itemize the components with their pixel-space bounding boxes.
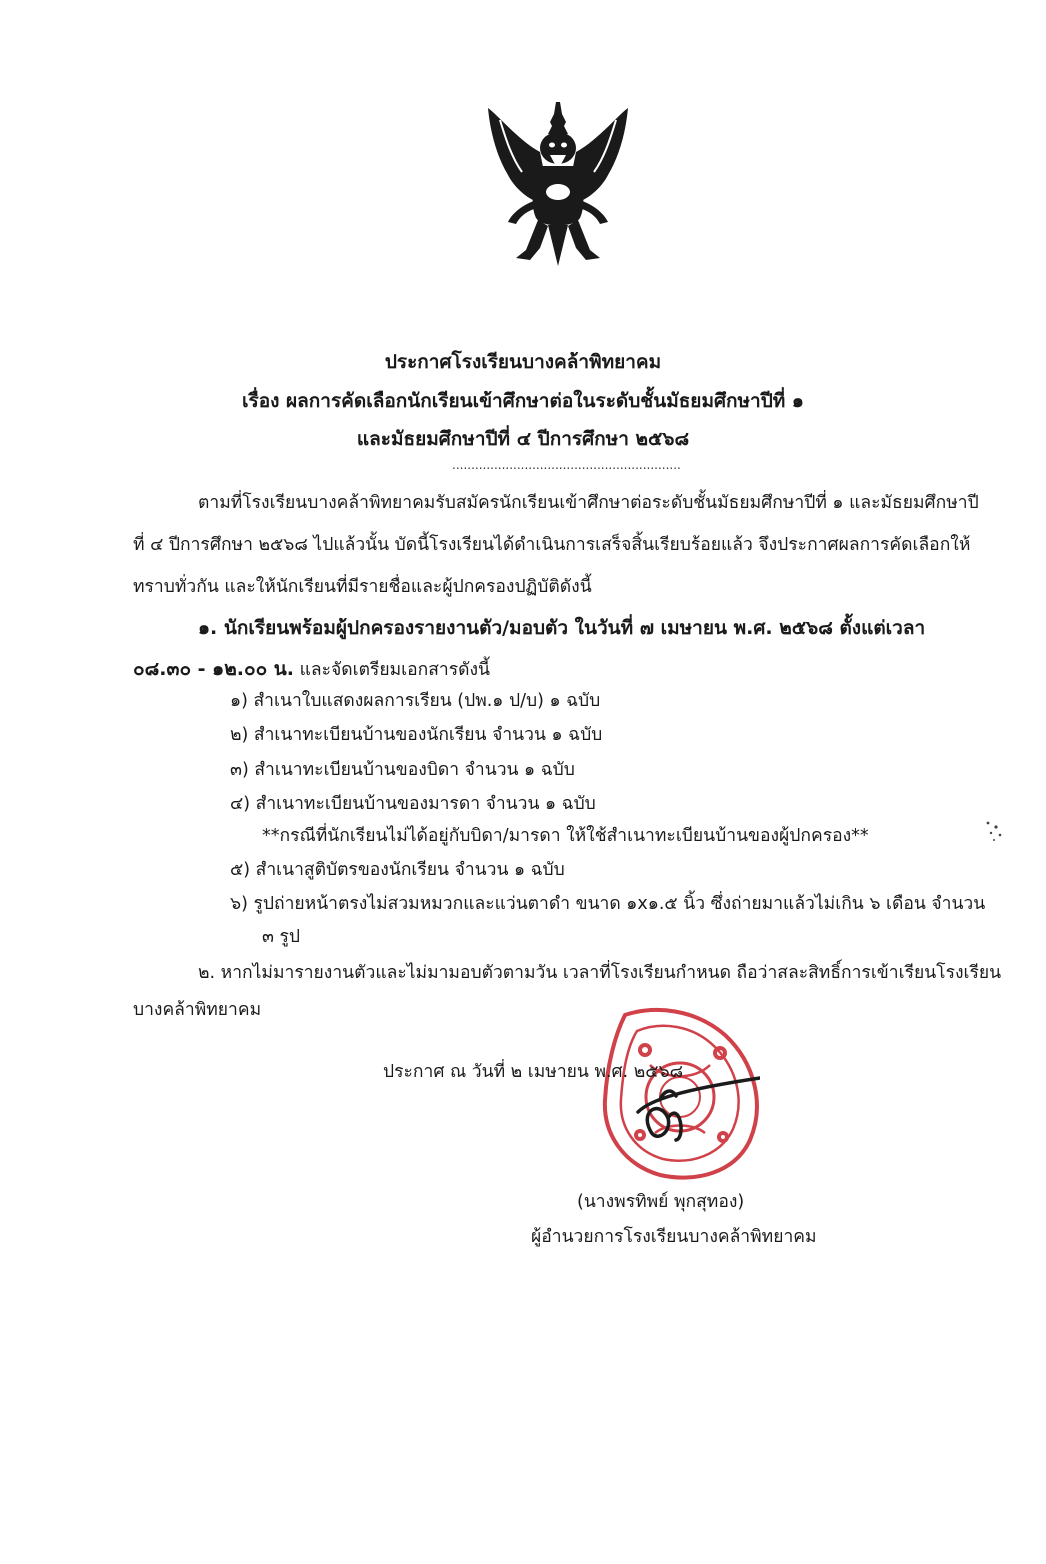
doc-item: ๓) สำเนาทะเบียนบ้านของบิดา จำนวน ๑ ฉบับ bbox=[230, 760, 575, 780]
announcement-title: ประกาศโรงเรียนบางคล้าพิทยาคม bbox=[384, 351, 662, 373]
announcement-subject: เรื่อง ผลการคัดเลือกนักเรียนเข้าศึกษาต่อในระดับชั้นมัธยมศึกษาปีที่ ๑ bbox=[242, 390, 804, 412]
signer-name: (นางพรทิพย์ พุกสุทอง) bbox=[577, 1192, 745, 1212]
doc-item-cont: ๓ รูป bbox=[262, 927, 301, 947]
intro-line-3: ทราบทั่วกัน และให้นักเรียนที่มีรายชื่อและผู้ปกครองปฏิบัติดังนี้ bbox=[133, 577, 592, 597]
item-1-line-2 bbox=[133, 654, 490, 684]
item-2-line-1: ๒. หากไม่มารายงานตัวและไม่มามอบตัวตามวัน เวลาที่โรงเรียนกำหนด ถือว่าสละสิทธิ์การเข้าเรียนโรงเรียน bbox=[198, 963, 1002, 983]
doc-item: ๒) สำเนาทะเบียนบ้านของนักเรียน จำนวน ๑ ฉบับ bbox=[230, 725, 603, 745]
doc-note: **กรณีที่นักเรียนไม่ได้อยู่กับบิดา/มารดา ให้ใช้สำเนาทะเบียนบ้านของผู้ปกครอง** bbox=[262, 826, 869, 846]
item-1-line-1: ๑. นักเรียนพร้อมผู้ปกครองรายงานตัว/มอบตัว ในวันที่ ๗ เมษายน พ.ศ. ๒๕๖๘ ตั้งแต่เวลา bbox=[198, 617, 926, 639]
scan-speck-icon bbox=[982, 815, 1006, 845]
intro-line-2: ที่ ๔ ปีการศึกษา ๒๕๖๘ ไปแล้วนั้น บัดนี้โรงเรียนได้ดำเนินการเสร็จสิ้นเรียบร้อยแล้ว จึงประกาศผลการคัดเลือกให้ bbox=[133, 535, 971, 555]
doc-item: ๖) รูปถ่ายหน้าตรงไม่สวมหมวกและแว่นตาดำ ขนาด ๑x๑.๕ นิ้ว ซึ่งถ่ายมาแล้วไม่เกิน ๖ เดือน จำนวน bbox=[230, 894, 986, 914]
signer-position: ผู้อำนวยการโรงเรียนบางคล้าพิทยาคม bbox=[531, 1227, 817, 1247]
announcement-subject-cont: และมัธยมศึกษาปีที่ ๔ ปีการศึกษา ๒๕๖๘ bbox=[356, 428, 690, 450]
announce-date: ประกาศ ณ วันที่ ๒ เมษายน พ.ศ. ๒๕๖๘ bbox=[383, 1062, 684, 1082]
doc-item: ๔) สำเนาทะเบียนบ้านของมารดา จำนวน ๑ ฉบับ bbox=[230, 794, 596, 814]
doc-item: ๕) สำเนาสูติบัตรของนักเรียน จำนวน ๑ ฉบับ bbox=[230, 860, 565, 880]
intro-line-1: ตามที่โรงเรียนบางคล้าพิทยาคมรับสมัครนักเรียนเข้าศึกษาต่อระดับชั้นมัธยมศึกษาปีที่ ๑ และมัธยมศึกษาปี bbox=[198, 493, 979, 513]
garuda-emblem-icon bbox=[478, 100, 638, 268]
item-2-line-2: บางคล้าพิทยาคม bbox=[133, 1000, 262, 1020]
header-divider: ............................................................ bbox=[452, 458, 681, 472]
item-1-time: ๐๘.๓๐ - ๑๒.๐๐ น. bbox=[133, 658, 294, 680]
doc-item: ๑) สำเนาใบแสดงผลการเรียน (ปพ.๑ ป/บ) ๑ ฉบับ bbox=[230, 691, 601, 711]
item-1-time-rest: และจัดเตรียมเอกสารดังนี้ bbox=[294, 660, 490, 680]
signature-icon bbox=[620, 1060, 760, 1150]
